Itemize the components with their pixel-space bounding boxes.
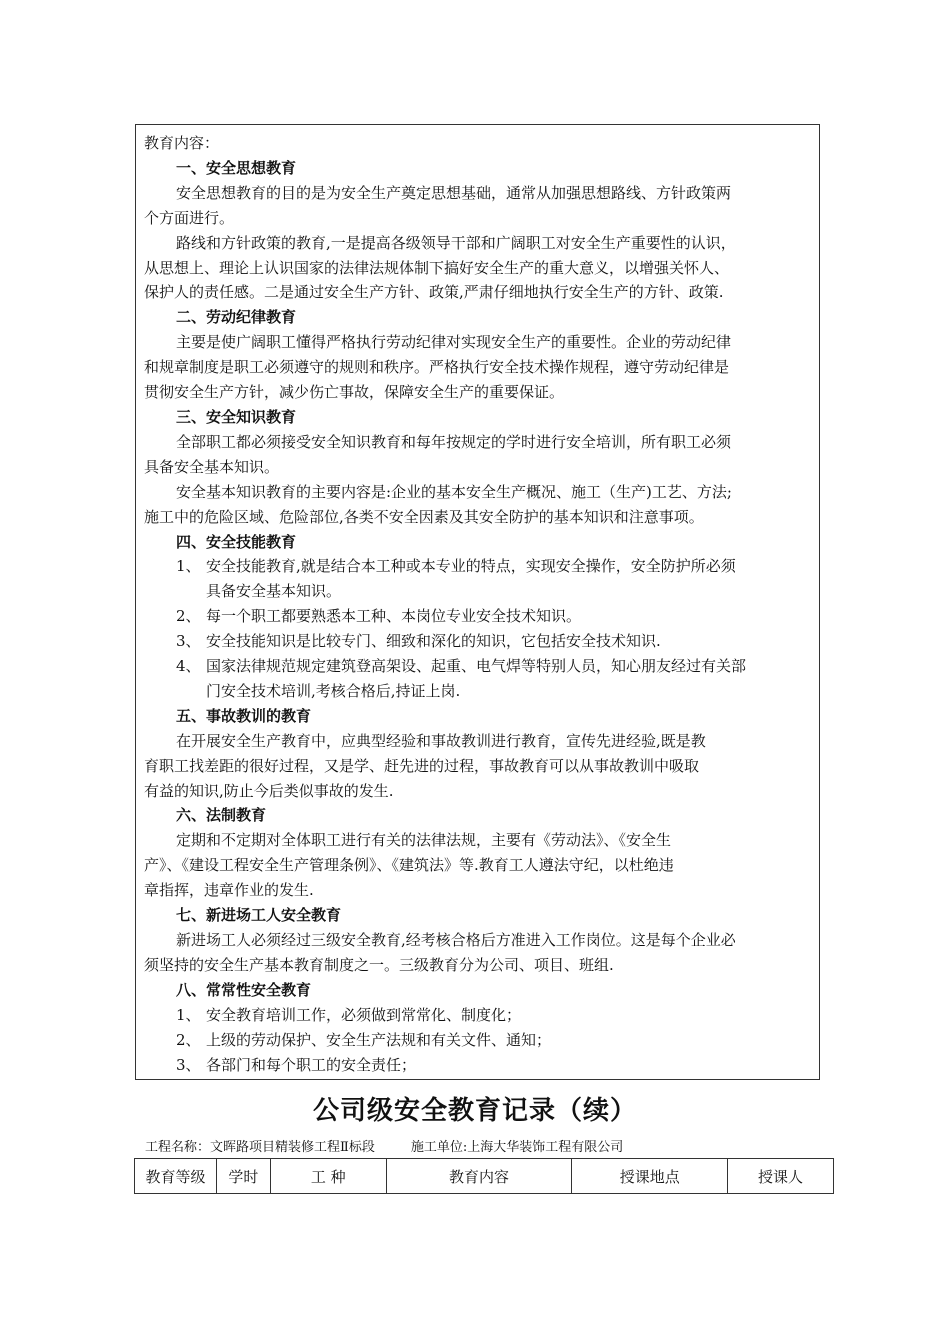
- list-text: 各部门和每个职工的安全责任；: [206, 1055, 417, 1074]
- header-cell-instructor: 授课人: [728, 1159, 834, 1194]
- paragraph-line: 从思想上、理论上认识国家的法律法规体制下搞好安全生产的重大意义，以增强关怀人、: [144, 258, 730, 277]
- project-meta: [145, 1136, 623, 1155]
- paragraph-line: 新进场工人必须经过三级安全教育,经考核合格后方准进入工作岗位。这是每个企业必: [176, 931, 736, 949]
- list-text: 安全技能知识是比较专门、细致和深化的知识，它包括安全技术知识.: [206, 632, 661, 651]
- list-number: 2、: [176, 1030, 201, 1049]
- section-heading: 三、安全知识教育: [176, 407, 297, 426]
- header-cell-trade: 工 种: [270, 1159, 386, 1194]
- paragraph-line: 安全基本知识教育的主要内容是:企业的基本安全生产概况、施工（生产)工艺、方法;: [176, 482, 732, 501]
- list-item: [144, 554, 811, 579]
- paragraph-line: 安全思想教育的目的是为安全生产奠定思想基础，通常从加强思想路线、方针政策两: [176, 183, 732, 202]
- list-item: [144, 1028, 811, 1053]
- section-heading: 四、安全技能教育: [176, 532, 297, 551]
- list-text: 安全教育培训工作，必须做到常常化、制度化；: [206, 1005, 522, 1024]
- paragraph-line: 育职工找差距的很好过程，又是学、赶先进的过程，事故教育可以从事故教训中吸取: [144, 756, 700, 775]
- paragraph-line: 贯彻安全生产方针，减少伤亡事故，保障安全生产的重要保证。: [144, 383, 565, 402]
- list-number: 2、: [176, 607, 201, 626]
- paragraph-line: 章指挥，违章作业的发生.: [144, 881, 314, 900]
- page-title: 公司级安全教育记录（续）: [312, 1096, 637, 1126]
- paragraph-line: 保护人的责任感。二是通过安全生产方针、政策,严肃仔细地执行安全生产的方针、政策.: [144, 283, 724, 302]
- paragraph-line: 具备安全基本知识。: [144, 457, 280, 476]
- header-cell-hours: 学时: [216, 1159, 270, 1194]
- header-cell-location: 授课地点: [572, 1159, 728, 1194]
- section-heading: 二、劳动纪律教育: [176, 308, 297, 327]
- list-number: 3、: [176, 632, 201, 651]
- list-item: [144, 654, 811, 679]
- paragraph-line: 产》、《建设工程安全生产管理条例》、《建筑法》等.教育工人遵法守纪，以杜绝违: [144, 856, 674, 875]
- paragraph-line: 有益的知识,防止今后类似事故的发生.: [144, 781, 394, 800]
- header-cell-content: 教育内容: [386, 1159, 572, 1194]
- section-heading: 七、新进场工人安全教育: [176, 906, 342, 925]
- section-heading: 五、事故教训的教育: [176, 706, 312, 725]
- paragraph-line: 和规章制度是职工必须遵守的规则和秩序。严格执行安全技术操作规程，遵守劳动纪律是: [144, 358, 730, 377]
- paragraph-line: 全部职工都必须接受安全知识教育和每年按规定的学时进行安全培训，所有职工必须: [176, 432, 732, 451]
- list-item: [144, 1003, 811, 1028]
- construction-unit: 施工单位:上海大华装饰工程有限公司: [410, 1140, 624, 1155]
- list-number: 4、: [176, 657, 201, 676]
- paragraph-line: 须坚持的安全生产基本教育制度之一。三级教育分为公司、项目、班组.: [144, 955, 614, 974]
- paragraph-line: 个方面进行。: [144, 208, 235, 227]
- paragraph-line: 在开展安全生产教育中，应典型经验和事故教训进行教育，宣传先进经验,既是教: [176, 731, 706, 750]
- list-text: 每一个职工都要熟悉本工种、本岗位专业安全技术知识。: [206, 607, 582, 626]
- header-cell-level: 教育等级: [135, 1159, 217, 1194]
- list-item-continuation: 具备安全基本知识。: [206, 582, 342, 601]
- content-lines: [144, 156, 811, 1078]
- education-content-box: [135, 124, 820, 1080]
- list-item-continuation: 门安全技术培训,考核合格后,持证上岗.: [206, 681, 461, 700]
- paragraph-line: 路线和方针政策的教育,一是提高各级领导干部和广阔职工对安全生产重要性的认识，: [176, 233, 736, 252]
- section-heading: 六、法制教育: [176, 806, 267, 825]
- list-text: 国家法律规范规定建筑登高架设、起重、电气焊等特别人员，知心朋友经过有关部: [206, 657, 747, 676]
- paragraph-line: 施工中的危险区域、危险部位,各类不安全因素及其安全防护的基本知识和注意事项。: [144, 507, 704, 526]
- list-number: 1、: [176, 557, 201, 576]
- list-text: 上级的劳动保护、安全生产法规和有关文件、通知；: [206, 1030, 552, 1049]
- section-heading: 八、常常性安全教育: [176, 980, 312, 999]
- list-item: [144, 1053, 811, 1078]
- table-header-row: [135, 1159, 834, 1194]
- list-item: [144, 629, 811, 654]
- list-text: 安全技能教育,就是结合本工种或本专业的特点，实现安全操作，安全防护所必须: [206, 557, 736, 576]
- record-table: [134, 1158, 834, 1194]
- paragraph-line: 定期和不定期对全体职工进行有关的法律法规，主要有《劳动法》、《安全生: [176, 831, 672, 850]
- paragraph-line: 主要是使广阔职工懂得严格执行劳动纪律对实现安全生产的重要性。企业的劳动纪律: [176, 333, 732, 352]
- list-number: 1、: [176, 1005, 201, 1024]
- section-heading: 一、安全思想教育: [176, 158, 297, 177]
- project-name: 工程名称：文晖路项目精装修工程Ⅱ标段: [145, 1140, 375, 1155]
- list-item: [144, 604, 811, 629]
- list-number: 3、: [176, 1055, 201, 1074]
- content-label: 教育内容：: [144, 134, 220, 152]
